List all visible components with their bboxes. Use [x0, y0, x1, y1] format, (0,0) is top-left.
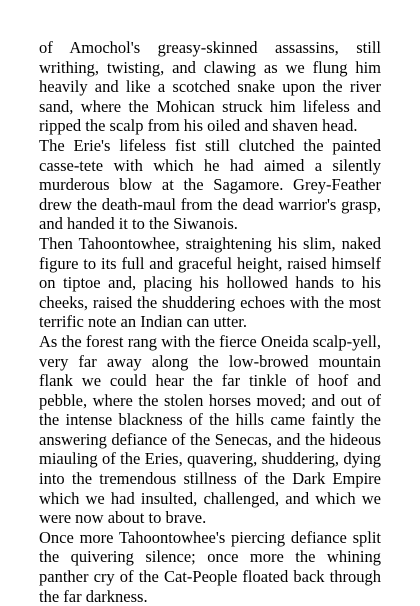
paragraph-3: Then Tahoontowhee, straightening his slim, naked figure to its full and graceful height, raised himself on tiptoe and, placing his hollowed hands to his cheeks, raised the shuddering echoes with the most terrific note an Indian can utter.: [39, 233, 381, 332]
paragraph-5: Once more Tahoontowhee's piercing defiance split the quivering silence; once more the whining panther cry of the Cat-People floated back through the far darkness.: [39, 527, 381, 606]
paragraph-1: of Amochol's greasy-skinned assassins, still writhing, twisting, and clawing as we flung him heavily and like a scotched snake upon the river sand, where the Mohican struck him lifeless and ripped the scalp from his oiled and shaven head.: [39, 38, 381, 136]
document-page: [39, 38, 381, 606]
paragraph-4: As the forest rang with the fierce Oneida scalp-yell, very far away along the low-browed mountain flank we could hear the far tinkle of hoof and pebble, where the stolen horses moved; and out of the intense blackness of the hills came faintly the answering defiance of the Senecas, and the hideous miauling of the Eries, quavering, shuddering, dying into the tremendous stillness of the Dark Empire which we had insulted, challenged, and which we were now about to brave.: [39, 331, 381, 528]
paragraph-2: The Erie's lifeless fist still clutched the painted casse-tete with which he had aimed a silently murderous blow at the Sagamore. Grey-Feather drew the death-maul from the dead warrior's grasp, and handed it to the Siwanois.: [39, 135, 381, 234]
